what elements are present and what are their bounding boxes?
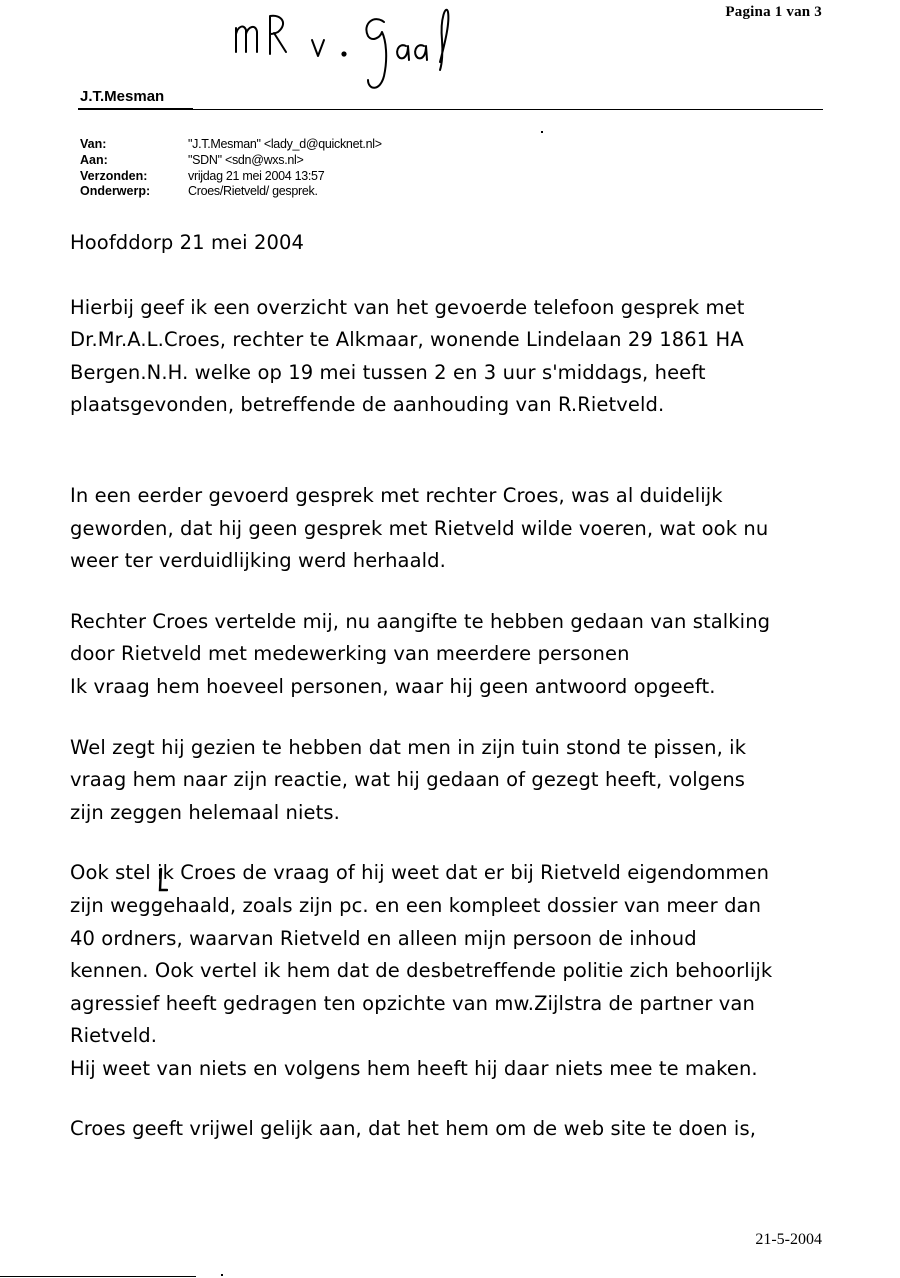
email-headers (80, 137, 382, 200)
letter-body (70, 227, 850, 1146)
para5-line5: agressief heeft gedragen ten opzichte van mw.Zijlstra de partner van (70, 991, 755, 1015)
header-row-from (80, 137, 382, 153)
header-value-from: "J.T.Mesman" <lady_d@quicknet.nl> (188, 137, 382, 151)
header-row-to (80, 153, 382, 169)
para1-line2: Dr.Mr.A.L.Croes, rechter te Alkmaar, wonende Lindelaan 29 1861 HA (70, 328, 744, 352)
para6-line1: Croes geeft vrijwel gelijk aan, dat het hem om de web site te doen is, (70, 1117, 756, 1141)
header-label-from: Van: (80, 137, 107, 151)
para1-line4: plaatsgevonden, betreffende de aanhouding van R.Rietveld. (70, 393, 665, 417)
header-rule (193, 109, 823, 110)
header-value-sent: vrijdag 21 mei 2004 13:57 (188, 168, 325, 183)
para3-line3: Ik vraag hem hoeveel personen, waar hij geen antwoord opgeeft. (70, 674, 716, 698)
footer-date: 21-5-2004 (755, 1231, 822, 1248)
para5-line2: zijn weggehaald, zoals zijn pc. en een kompleet dossier van meer dan (70, 893, 762, 917)
para5-line1: Ook stel ik Croes de vraag of hij weet dat er bij Rietveld eigendommen (70, 861, 770, 885)
handwritten-correction-mark (154, 868, 168, 894)
header-label-sent: Verzonden: (80, 168, 148, 183)
header-rule-thick (78, 108, 193, 110)
para5-line4: kennen. Ook vertel ik hem dat de desbetreffende politie zich behoorlijk (70, 959, 773, 983)
scan-speck-footer (221, 1274, 223, 1276)
place-date: Hoofddorp 21 mei 2004 (70, 231, 305, 254)
para4-line1: Wel zegt hij gezien te hebben dat men in zijn tuin stond te pissen, ik (70, 735, 747, 759)
para2-line3: weer ter verduidlijking werd herhaald. (70, 549, 446, 573)
header-row-subject (80, 184, 382, 200)
para1-line3: Bergen.N.H. welke op 19 mei tussen 2 en 3 uur s'middags, heeft (70, 360, 706, 384)
para2-line1: In een eerder gevoerd gesprek met rechter Croes, was al duidelijk (70, 483, 723, 507)
header-value-subject: Croes/Rietveld/ gesprek. (188, 184, 318, 199)
page-number: Pagina 1 van 3 (725, 4, 822, 20)
header-label-subject: Onderwerp: (80, 184, 151, 199)
header-label-to: Aan: (80, 152, 108, 167)
para5-line3: 40 ordners, waarvan Rietveld en alleen mijn persoon de inhoud (70, 926, 697, 950)
scan-speck (541, 131, 543, 133)
para3-line2: door Rietveld met medewerking van meerdere personen (70, 642, 630, 666)
para5-line6: Rietveld. (70, 1024, 158, 1048)
footer-rule (0, 1276, 196, 1277)
para1-line1: Hierbij geef ik een overzicht van het gevoerde telefoon gesprek met (70, 295, 745, 319)
para3-line1: Rechter Croes vertelde mij, nu aangifte te hebben gedaan van stalking (70, 609, 771, 633)
para2-line2: geworden, dat hij geen gesprek met Rietveld wilde voeren, wat ook nu (70, 516, 769, 540)
sender-name: J.T.Mesman (80, 88, 165, 105)
header-row-sent (80, 169, 382, 185)
para4-line2: vraag hem naar zijn reactie, wat hij gedaan of gezegt heeft, volgens (70, 768, 746, 792)
para4-line3: zijn zeggen helemaal niets. (70, 800, 340, 824)
header-value-to: "SDN" <sdn@wxs.nl> (188, 152, 304, 167)
para5-line7: Hij weet van niets en volgens hem heeft hij daar niets mee te maken. (70, 1056, 758, 1080)
handwritten-annotation (228, 6, 464, 98)
